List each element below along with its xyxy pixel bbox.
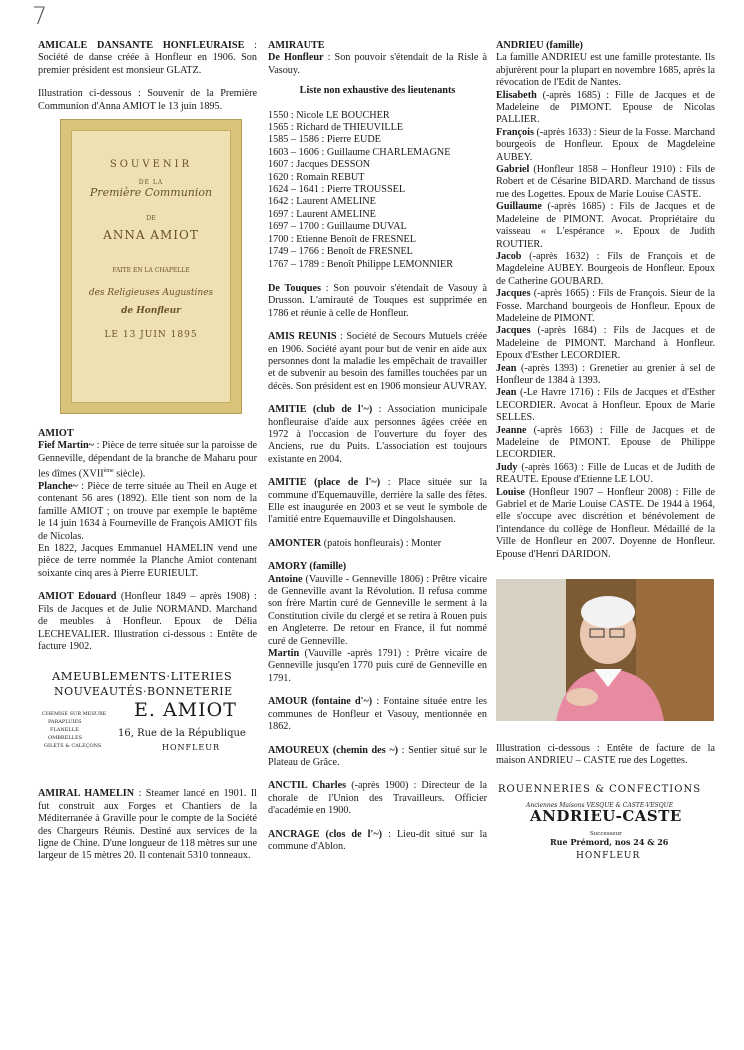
sub-entry xyxy=(496,462,715,487)
entry-text: (Honfleur 1907 – Honfleur 2008) : Fille de Gabriel et de Marie Louise CASTE. De 1944 à 1964, elle s'occupe avec discrétion et bénévolement de l'intendance du collège de Honfleur. Médaillé de la Ville de Honfleur en 2007. Doyenne de Honfleur. Epouse d'Henri DARIDON. xyxy=(496,486,715,560)
invoice-city: HONFLEUR xyxy=(576,850,641,861)
entry-subtitle: Planche~ xyxy=(38,481,78,493)
invoice-line1: ROUENNERIES & CONFECTIONS xyxy=(498,783,702,795)
card-de-la: DE LA xyxy=(138,179,164,187)
invoice-line2: NOUVEAUTÉS·BONNETERIE xyxy=(54,685,233,699)
entry-text: : Pièce de terre située sur la paroisse de Genneville, dépendant de la branche de Maharu pour les dîmes (XVII xyxy=(38,440,258,480)
invoice-successeur: Successeur xyxy=(590,830,622,837)
entry-title: AMITIE (place de l'~) xyxy=(268,477,381,489)
entry-subtitle: Jean xyxy=(496,362,517,374)
sub-entry xyxy=(496,363,715,388)
entry-text: (-après 1900) : Directeur de la chorale de l'Union des Travailleurs. Officier d'académie en 1900. xyxy=(268,780,487,817)
caption-text: Illustration ci-dessous : Souvenir de la Première Communion d'Anna AMIOT le 13 juin 1895. xyxy=(38,88,257,112)
entry-title: ANDRIEU (famille) xyxy=(496,40,583,51)
entry-subtitle: De Honfleur xyxy=(268,52,324,64)
entry-subtitle: De Touques xyxy=(268,282,321,294)
invoice-side4: OMBRELLES xyxy=(48,735,83,742)
entry-amoureux xyxy=(268,745,487,770)
entry-text: (Vauville - Genneville 1806) : Prêtre vicaire de Genneville avant la Révolution. Il refusa comme son frère Martin curé de Genneville le serment à la Constitution civile du clergé et se retira à Rouen puis en Angleterre. De retour en France, il fut nommé curé de Genneville. xyxy=(268,573,487,647)
entry-text: En 1822, Jacques Emmanuel HAMELIN vend une pièce de terre nommée la Planche Amiot contenant soixante cinq ares à Pierre EURIEULT. xyxy=(38,543,257,579)
entry-text: : Sentier situé sur le Plateau de Grâce. xyxy=(268,744,488,768)
lieutenant-list xyxy=(268,110,487,271)
entry-text: : Association municipale honfleuraise d'aide aux personnes âgées créée en 1972 à l'occasion de l'ouverture du foyer des Anciens, rue du Puits. L'association est toujours existante en 2004. xyxy=(268,404,487,465)
column-1 xyxy=(38,40,257,874)
invoice-city: HONFLEUR xyxy=(162,743,221,753)
invoice-name: E. AMIOT xyxy=(134,699,237,722)
souvenir-card-inner xyxy=(71,130,231,403)
invoice-side1: CHEMISE SUR MESURE xyxy=(42,711,107,718)
card-faite: FAITE EN LA CHAPELLE xyxy=(112,267,190,275)
card-religieuses: des Religieuses Augustines xyxy=(88,288,214,299)
entry-text: : Steamer lancé en 1901. Il fut construit aux Forges et Chantiers de la Méditerranée à Graville pour le compte de la Société des Chargeurs Réunis. Destiné aux services de la ligne de Chine. D'une longueur de 118 mètres sur une largeur de 15 mètres 20. Il contenait 5310 tonneaux. xyxy=(38,788,257,862)
sub-entry xyxy=(496,127,715,164)
entry-subtitle: Guillaume xyxy=(496,201,542,213)
entry-text: (patois honfleurais) : Monter xyxy=(321,537,442,549)
sub-entry xyxy=(496,201,715,251)
entry-title: AMIRAUTE xyxy=(268,40,325,51)
entry-text: (-après 1393) : Grenetier au grenier à sel de Honfleur de 1384 à 1393. xyxy=(496,362,715,386)
sub-entry xyxy=(496,425,715,462)
list-title-text: Liste non exhaustive des lieutenants xyxy=(299,85,456,97)
sub-entry xyxy=(496,90,715,127)
portrait-illustration xyxy=(496,579,714,721)
entry-subtitle: Martin xyxy=(268,648,300,660)
sub-entry xyxy=(496,387,715,424)
entry-amitie-club xyxy=(268,404,487,466)
entry-text: : Fontaine située entre les communes de Honfleur et Vasouy, mentionnée en 1862. xyxy=(268,696,487,733)
entry-title: AMICALE DANSANTE HONFLEURAISE xyxy=(38,40,245,51)
card-de: DE xyxy=(146,215,156,223)
invoice-line2: Anciennes Maisons VESQUE & CASTE-VESQUE xyxy=(526,801,674,809)
page-mark: 7 xyxy=(32,2,48,30)
card-honfleur: de Honfleur xyxy=(121,306,181,317)
entry-text: (-Le Havre 1716) : Fils de Jacques et d'Esther LECORDIER. Avocat à Honfleur. Epoux de Marie SELLES. xyxy=(496,387,715,424)
entry-subtitle: Fief Martin~ xyxy=(38,440,94,452)
entry-text: (Honfleur 1849 – après 1908) : Fils de Jacques et de Julie NORMAND. Marchand de meubles à Honfleur. Epoux de Délia LECHEVALIER. Illustration ci-dessous : Entête de facture 1902. xyxy=(38,591,257,652)
entry-text: : Place située sur la commune d'Equemauville, derrière la salle des fêtes. Elle est inaugurée en 2003 et se veut le symbole de l'amitié entre Equemauville et Dingolshausen. xyxy=(268,477,487,526)
invoice-name: ANDRIEU-CASTE xyxy=(530,806,682,825)
souvenir-card-image xyxy=(60,119,242,414)
entry-amiot xyxy=(38,428,257,580)
andrieu-invoice-header-image xyxy=(496,778,715,873)
entry-text: : Pièce de terre située au Theil en Auge et contenant 56 ares (1892). Elle tient son nom de la famille AMIOT ; on trouve par exemple le baptême le 14 juin 1634 à Fourneville de François AMIOT fils de Nicolas. xyxy=(38,481,257,542)
entry-text: (Honfleur 1858 – Honfleur 1910) : Fils de Robert et de Césarine BIDARD. Marchand de tissus rue des Logettes. Epoux de Marie Louise CASTE. xyxy=(496,164,715,200)
list-item: 1550 : Nicole LE BOUCHER xyxy=(268,109,390,121)
list-item: 1700 : Etienne Benoît de FRESNEL xyxy=(268,233,416,245)
entry-title: AMIOT Edouard xyxy=(38,591,117,603)
superscript: ème xyxy=(103,468,114,475)
entry-text: (Vauville -après 1791) : Prêtre vicaire de Genneville jusqu'en 1770 puis curé de Genneville en 1791. xyxy=(268,648,487,684)
list-item: 1767 – 1789 : Benoît Philippe LEMONNIER xyxy=(268,258,454,270)
sub-entry xyxy=(496,288,715,325)
entry-title: AMOUREUX (chemin des ~) xyxy=(268,744,399,756)
list-item: 1607 : Jacques DESSON xyxy=(268,159,371,171)
card-date: LE 13 JUIN 1895 xyxy=(104,330,198,341)
entry-title: AMOUR (fontaine d'~) xyxy=(268,696,373,708)
sub-entry xyxy=(496,164,715,201)
card-souvenir: SOUVENIR xyxy=(109,159,193,171)
entry-amicale xyxy=(38,40,257,77)
entry-text: (-après 1684) : Fils de Jacques et de Madeleine de PIMONT. Marchand à Honfleur. Epoux d'Esther LECORDIER. xyxy=(496,325,715,362)
entry-subtitle: Elisabeth xyxy=(496,89,537,101)
entry-amiot-edouard xyxy=(38,591,257,653)
entry-title: AMIRAL HAMELIN xyxy=(38,788,135,800)
entry-subtitle: Gabriel xyxy=(496,164,530,176)
column-3 xyxy=(496,40,715,883)
invoice-address: Rue Prémord, nos 24 & 26 xyxy=(550,836,669,847)
entry-subtitle: Jean xyxy=(496,387,517,399)
invoice-side3: FLANELLE xyxy=(50,727,79,734)
entry-anctil xyxy=(268,780,487,817)
entry-title: AMITIE (club de l'~) xyxy=(268,404,373,416)
invoice-side2: PARAPLUIES xyxy=(48,719,82,726)
invoice-line1: AMEUBLEMENTS·LITERIES xyxy=(52,669,233,684)
entry-amonter xyxy=(268,538,487,550)
illustration-caption xyxy=(38,88,257,113)
entry-text: (-après 1665) : Fils de François. Sieur de la Fosse. Marchand bourgeois de Honfleur. Epoux de Madeleine de PIMONT. xyxy=(496,288,715,324)
entry-subtitle: Jacob xyxy=(496,250,522,262)
entry-amory xyxy=(268,561,487,685)
amiot-invoice-header-image xyxy=(38,664,257,774)
entry-subtitle: François xyxy=(496,126,534,138)
list-item: 1585 – 1586 : Pierre EUDE xyxy=(268,134,381,146)
entry-text: : Société de Secours Mutuels créée en 1906. Société ayant pour but de venir en aide aux personnes dont la maladie les empêchait de travailler et de subvenir au besoin des familles touchées par un décès. Son président est en 1906 monsieur AUVRAY. xyxy=(268,331,487,392)
list-item: 1749 – 1766 : Benoît de FRESNEL xyxy=(268,246,413,258)
entry-ancrage xyxy=(268,829,487,854)
entry-title: AMIOT xyxy=(38,428,74,440)
list-item: 1620 : Romain REBUT xyxy=(268,171,365,183)
entry-amiral-hamelin xyxy=(38,788,257,862)
list-item: 1697 : Laurent AMELINE xyxy=(268,208,376,220)
entry-text: (-après 1685) : Fils de Jacques et de Madeleine de PIMONT. Avocat. Propriétaire du vaisseau « L'espérance ». Epoux de Judith ROUTIER. xyxy=(496,201,715,250)
entry-amour xyxy=(268,696,487,733)
list-item: 1642 : Laurent AMELINE xyxy=(268,196,376,208)
entry-amiraute xyxy=(268,40,487,77)
invoice-side5: GILETS & CALEÇONS xyxy=(44,743,102,750)
entry-text: (-après 1633) : Sieur de la Fosse. Marchand bourgeois de Honfleur. Epoux de Magdeleine AUBEY. xyxy=(496,126,715,163)
entry-text: : Lieu-dit situé sur la commune d'Ablon. xyxy=(268,828,487,852)
entry-touques xyxy=(268,283,487,320)
entry-text: La famille ANDRIEU est une famille protestante. Ils abjurèrent pour la plupart en novembre 1685, après la révocation de l'Edit de Nantes. xyxy=(496,52,715,89)
entry-subtitle: Jacques xyxy=(496,288,531,300)
list-item: 1624 – 1641 : Pierre TROUSSEL xyxy=(268,184,406,196)
entry-text: siècle). xyxy=(113,468,146,480)
entry-andrieu xyxy=(496,40,715,561)
sub-entry xyxy=(496,325,715,362)
card-premiere-communion: Première Communion xyxy=(89,186,213,200)
entry-subtitle: Judy xyxy=(496,461,518,473)
entry-amis-reunis xyxy=(268,331,487,393)
entry-title: AMONTER xyxy=(268,537,322,549)
entry-text: (-après 1685) : Fille de Jacques et de Madeleine de PIMONT. Epouse de Nicolas PALLIER. xyxy=(496,89,715,126)
card-anna-amiot: ANNA AMIOT xyxy=(103,228,199,243)
louise-portrait-photo xyxy=(496,579,714,721)
entry-title: ANCRAGE (clos de l'~) xyxy=(268,828,383,840)
entry-text: : Société de danse créée à Honfleur en 1906. Son premier président est monsieur GLATZ. xyxy=(38,40,257,76)
invoice-address: 16, Rue de la République xyxy=(118,728,246,740)
entry-text: (-après 1663) : Fille de Lucas et de Judith de REAUTE. Epouse d'Etienne LE LOU. xyxy=(496,461,715,486)
entry-title: AMORY (famille) xyxy=(268,561,347,573)
list-item: 1603 – 1606 : Guillaume CHARLEMAGNE xyxy=(268,146,451,158)
entry-subtitle: Jacques xyxy=(496,325,531,337)
column-2 xyxy=(268,40,487,864)
entry-subtitle: Jeanne xyxy=(496,424,527,436)
list-item: 1697 – 1700 : Guillaume DUVAL xyxy=(268,221,407,233)
entry-text: (-après 1632) : Fils de François et de Magdeleine AUBEY. Bourgeois de Honfleur. Epoux de Catherine GOUBARD. xyxy=(496,250,715,287)
caption-text: Illustration ci-dessous : Entête de facture de la maison ANDRIEU – CASTE rue des Logettes. xyxy=(496,743,715,767)
entry-title: AMIS REUNIS xyxy=(268,331,337,343)
entry-amitie-place xyxy=(268,477,487,527)
sub-entry xyxy=(496,251,715,288)
entry-text: : Son pouvoir s'étendait de Vasouy à Drusson. L'amirauté de Touques est supprimée en 1786 et réunie à celle de Honfleur. xyxy=(268,282,487,319)
list-title xyxy=(268,85,487,97)
entry-title: ANCTIL Charles xyxy=(268,780,347,792)
illustration-caption xyxy=(496,743,715,768)
sub-entry xyxy=(496,487,715,561)
entry-subtitle: Louise xyxy=(496,486,525,498)
entry-subtitle: Antoine xyxy=(268,573,303,585)
entry-text: (-après 1663) : Fille de Jacques et de Madeleine de PIMONT. Epouse de Philippe LECORDIER. xyxy=(496,424,715,461)
entry-text: : Son pouvoir s'étendait de la Risle à Vasouy. xyxy=(268,52,487,76)
list-item: 1565 : Richard de THIEUVILLE xyxy=(268,122,404,134)
